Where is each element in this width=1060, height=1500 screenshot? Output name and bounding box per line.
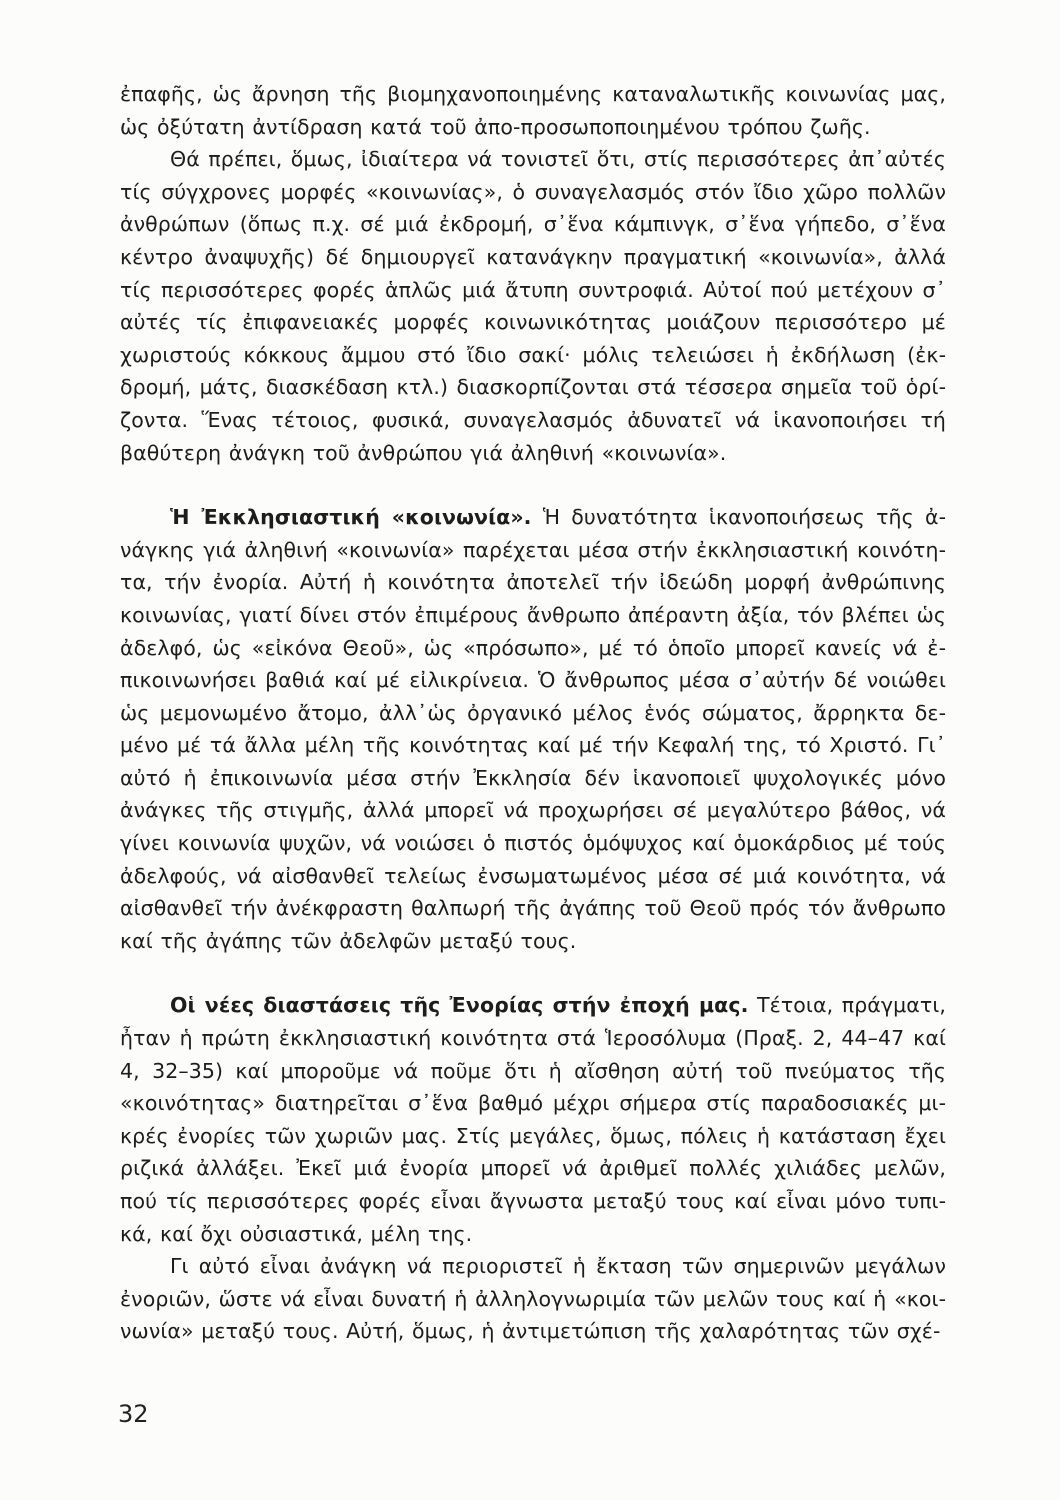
page-number: 32: [118, 1400, 149, 1428]
section-heading-ecclesiastical: Ἡ Ἐκκλησιαστική «κοινωνία».: [170, 505, 532, 530]
paragraph-reduce-parishes: [120, 1250, 946, 1348]
paragraph-continuation: [120, 78, 946, 143]
paragraph-text: ἐπαφῆς, ὡς ἄρνηση τῆς βιομηχανοποιημένης καταναλωτικῆς κοινωνίας μας, ὡς ὀξύτατη ἀντίδραση κατά τοῦ ἀπο-προσωποποιημένου τρόπου ζωῆς.: [120, 82, 946, 139]
page-body: [120, 78, 946, 1348]
paragraph-text: Τέτοια, πράγματι, ἦταν ἡ πρώτη ἐκκλησιαστική κοινότητα στά Ἱεροσόλυμα (Πραξ. 2, 44–47 καί 4, 32–35) καί μποροῦμε νά ποῦμε ὅτι ἡ αἴσθηση αὐτή τοῦ πνεύματος τῆς «κοινότητας» διατηρεῖται σ᾽ἕνα βαθμό μέχρι σήμερα στίς παραδοσιακές μικρές ἐνορίες τῶν χωριῶν μας. Στίς μεγάλες, ὅμως, πόλεις ἡ κατάσταση ἔχει ριζικά ἀλλάξει. Ἐκεῖ μιά ἐνορία μπορεῖ νά ἀριθμεῖ πολλές χιλιάδες μελῶν, πού τίς περισσότερες φορές εἶναι ἄγνωστα μεταξύ τους καί εἶναι μόνο τυπικά, καί ὄχι οὐσιαστικά, μέλη της.: [120, 993, 946, 1246]
paragraph-text: Γι αὐτό εἶναι ἀνάγκη νά περιοριστεῖ ἡ ἔκταση τῶν σημερινῶν μεγάλων ἐνοριῶν, ὥστε νά εἶναι δυνατή ἡ ἀλληλογνωριμία τῶν μελῶν τους καί ἡ «κοινωνία» μεταξύ τους. Αὐτή, ὅμως, ἡ ἀντιμετώπιση τῆς χαλαρότητας τῶν σχέ-: [120, 1254, 946, 1344]
section-heading-new-dimensions: Οἱ νέες διαστάσεις τῆς Ἐνορίας στήν ἐποχή μας.: [170, 993, 749, 1018]
paragraph-text: Θά πρέπει, ὅμως, ἰδιαίτερα νά τονιστεῖ ὅτι, στίς περισσότερες ἀπ᾽αὐτές τίς σύγχρονες μορφές «κοινωνίας», ὁ συναγελασμός στόν ἴδιο χῶρο πολλῶν ἀνθρώπων (ὅπως π.χ. σέ μιά ἐκδρομή, σ᾽ἕνα κάμπινγκ, σ᾽ἕνα γήπεδο, σ᾽ἕνα κέντρο ἀναψυχῆς) δέ δημιουργεῖ κατανάγκην πραγματική «κοινωνία», ἀλλά τίς περισσότερες φορές ἁπλῶς μιά ἄτυπη συντροφιά. Αὐτοί πού μετέχουν σ᾽ αὐτές τίς ἐπιφανειακές μορφές κοινωνικότητας μοιάζουν περισσότερο μέ χωριστούς κόκκους ἄμμου στό ἴδιο σακί· μόλις τελειώσει ἡ ἐκδήλωση (ἐκδρομή, μάτς, διασκέδαση κτλ.) διασκορπίζονται στά τέσσερα σημεῖα τοῦ ὁρίζοντα. Ἕνας τέτοιος, φυσικά, συναγελασμός ἀδυνατεῖ νά ἱκανοποιήσει τή βαθύτερη ἀνάγκη τοῦ ἀνθρώπου γιά ἀληθινή «κοινωνία».: [120, 147, 946, 465]
paragraph-ecclesiastical-community: [120, 501, 946, 957]
paragraph-modern-forms: [120, 143, 946, 469]
paragraph-text: Ἡ δυνατότητα ἱκανοποιήσεως τῆς ἀνάγκης γιά ἀληθινή «κοινωνία» παρέχεται μέσα στήν ἐκκλησιαστική κοινότητα, τήν ἐνορία. Αὐτή ἡ κοινότητα ἀποτελεῖ τήν ἰδεώδη μορφή ἀνθρώπινης κοινωνίας, γιατί δίνει στόν ἐπιμέρους ἄνθρωπο ἀπέραντη ἀξία, τόν βλέπει ὡς ἀδελφό, ὡς «εἰκόνα Θεοῦ», ὡς «πρόσωπο», μέ τό ὁποῖο μπορεῖ κανείς νά ἐπικοινωνήσει βαθιά καί μέ εἰλικρίνεια. Ὁ ἄνθρωπος μέσα σ᾽αὐτήν δέ νοιώθει ὡς μεμονωμένο ἄτομο, ἀλλ᾽ὡς ὀργανικό μέλος ἑνός σώματος, ἄρρηκτα δεμένο μέ τά ἄλλα μέλη τῆς κοινότητας καί μέ τήν Κεφαλή της, τό Χριστό. Γι᾽ αὐτό ἡ ἐπικοινωνία μέσα στήν Ἐκκλησία δέν ἱκανοποιεῖ ψυχολογικές μόνο ἀνάγκες τῆς στιγμῆς, ἀλλά μπορεῖ νά προχωρήσει σέ μεγαλύτερο βάθος, νά γίνει κοινωνία ψυχῶν, νά νοιώσει ὁ πιστός ὁμόψυχος καί ὁμοκάρδιος μέ τούς ἀδελφούς, νά αἰσθανθεῖ τελείως ἐνσωματωμένος μέσα σέ μιά κοινότητα, νά αἰσθανθεῖ τήν ἀνέκφραστη θαλπωρή τῆς ἀγάπης τοῦ Θεοῦ πρός τόν ἄνθρωπο καί τῆς ἀγάπης τῶν ἀδελφῶν μεταξύ τους.: [120, 505, 946, 953]
paragraph-new-dimensions: [120, 989, 946, 1250]
